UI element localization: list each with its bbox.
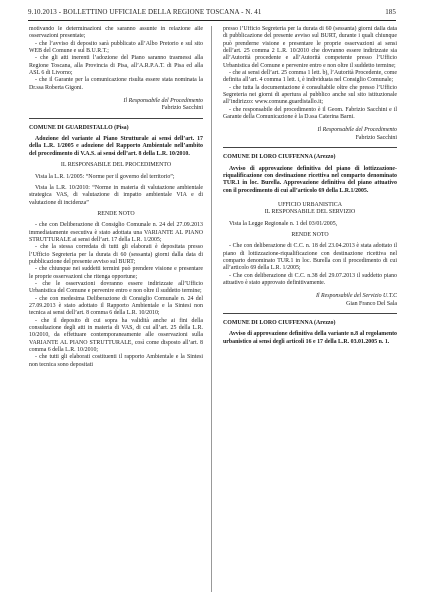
signature-name: Fabrizio Sacchini [161,105,203,112]
notice-title: Avviso di approvazione definitiva del piano di lottizzazione-riqualificazione con destinazione ricettiva nel comparto denominato TUR.1 in loc. Burella. Approvazione definitiva del piano attuativo con il procedimento di cui all’articolo 69 della L.R.1/2005. [223,165,397,194]
paragraph: Vista la L.R. 1/2005: “Norme per il governo del territorio”; [35,173,175,180]
section-divider [223,147,397,148]
paragraph: motivando le determinazioni che saranno assunte in relazione alle osservazioni presentate; [29,26,203,40]
paragraph: - che il deposito di cui sopra ha validità anche ai fini della consultazione degli atti in materia di VAS, di cui all’art. 25 della L.R. 10/2010, da effettuare contemporaneamente alle osservazioni sulla VARIANTE AL PIANO STRUTTURALE, così come disposto all’art. 8 comma 6 della L.R. 10/2010; [29,317,203,354]
paragraph: - che ai sensi dell’art. 25 comma 1 lett. b), l’Autorità Procedente, come definita all’art. 4 comma 1 lett. i, è individuata nel Consiglio Comunale; [223,70,397,84]
signature-block [29,98,203,113]
paragraph: - che chiunque nei suddetti termini può prendere visione e presentare le proprie osservazioni che ritenga opportune; [29,266,203,280]
paragraph: Vista la L.R. 10/2010: “Norme in materia di valutazione ambientale strategica VAS, di valutazione di impatto ambientale VIA e di valutazione di incidenza” [29,184,203,206]
comune-title: COMUNE DI GUARDISTALLO (Pisa) [29,124,129,131]
comune-title: COMUNE DI LORO CIUFFENNA (Arezzo) [223,320,336,326]
page-number: 185 [385,8,396,16]
right-column [223,26,397,594]
paragraph: - che la stessa corredata di tutti gli elaborati è depositata presso l’Ufficio Segreteria per la durata di 60 (sessanta) giorni dalla data di pubblicazione del presente avviso sul BURT; [29,244,203,265]
signature-name: Fabrizio Sacchini [355,134,397,141]
page-header [28,6,396,18]
signature-role: Il Responsabile del Servizio U.T.C [315,293,397,300]
signature-block [223,127,397,142]
signature-block [223,293,397,308]
paragraph: - Che con deliberazione di C.C. n. 18 del 23.04.2013 è stata adottato il piano di lottizzazione-riqualificazione con destinazione ricettiva nel comparto denominato TUR.1 in loc. Burella con il procedimento di cui all’articolo 69 della L.R. 1/2005; [223,243,397,272]
paragraph: - che l’avviso di deposito sarà pubblicato all’Albo Pretorio e sul sito WEB del Comune e sul B.U.R.T.; [29,40,203,55]
paragraph: - che gli atti inerenti l’adozione del Piano saranno trasmessi alla Regione Toscana, alla Provincia di Pisa, all’A.R.P.A.T. di Pisa ed alla ASL 6 di Livorno; [29,55,203,77]
header-rule [28,20,396,21]
paragraph: - che con Deliberazione di Consiglio Comunale n. 24 del 27.09.2013 immediatamente esecutiva è stato adottata una VARIANTE AL PIANO STRUTTURALE ai sensi dell’art. 17 della L.R. 1/2005; [29,222,203,243]
signature-role: Il Responsabile del Procedimento [317,127,397,134]
paragraph: - che il Garante per la comunicazione risulta essere stata nominata la Dr.ssa Roberta Gigoni. [29,77,203,91]
left-column [29,26,203,594]
notice-title: Avviso di approvazione definitiva della variante n.8 al regolamento urbanistico ai sensi degli articoli 16 e 17 della L.R. 03.01.2005 n. 1. [223,331,397,345]
column-divider [211,26,212,592]
section-divider [223,313,397,314]
paragraph: - Che con deliberazione di C.C. n.38 del 29.07.2013 il suddetto piano attuativo è stato approvato definitivamente. [223,272,397,286]
rende-noto-heading: RENDE NOTO [291,231,329,238]
paragraph: - che tutta la documentazione è consultabile oltre che presso l’Ufficio Segreteria nei giorni di apertura al pubblico anche sul sito istituzionale all’indirizzo: www.comune.guardistallo.it; [223,84,397,106]
signature-name: Gian Franco Del Sala [346,300,397,307]
role-heading: IL RESPONSABILE DEL PROCEDIMENTO [60,162,172,169]
paragraph: - che tutti gli elaborati costituenti il rapporto Ambientale e la Sintesi non tecnica sono depositati [29,354,203,368]
notice-title: Adozione del variante al Piano Strutturale ai sensi dell’art. 17 della L.R. 1/2005 e adozione del Rapporto Ambientale nell’ambito del procedimento di V.A.S. ai sensi dell’art. 8 della L.R. 10/2010. [29,136,203,157]
paragraph: - che le osservazioni dovranno essere indirizzate all’Ufficio Urbanistica del Comune e pervenire entro e non oltre il suddetto termine; [29,280,203,295]
office-heading: UFFICIO URBANISTICA [278,201,342,208]
paragraph: presso l’Ufficio Segreteria per la durata di 60 (sessanta) giorni dalla data di pubblicazione del presente avviso sul BURT, durante i quali chiunque può prenderne visione e presentare le proprie osservazioni ai sensi dell’art. 25 comma 2 L.R. 10/2010 che dovranno essere indirizzate sia all’Autorità procedente e all’Autorità competente presso l’Ufficio Urbanistica del Comune e pervenire entro e non oltre il suddetto termine; [223,26,397,69]
signature-role: Il Responsabile del Procedimento [123,98,203,105]
paragraph: Vista la Legge Regionale n. 1 del 03/01/2005, [229,220,338,227]
header-title: 9.10.2013 - BOLLETTINO UFFICIALE DELLA REGIONE TOSCANA - N. 41 [28,8,262,16]
paragraph: - che con medesima Deliberazione di Consiglio Comunale n. 24 del 27.09.2013 è stato adottato il Rapporto Ambientale e la Sintesi non tecnica ai sensi dell’art. 8 comma 6 della L.R. 10/2010; [29,295,203,317]
paragraph: - che responsabile del procedimento è il Geom. Fabrizio Sacchini e il Garante della Comunicazione è la D.ssa Caterina Barni. [223,106,397,121]
section-divider [29,118,203,119]
service-heading: IL RESPONSABILE DEL SERVIZIO [264,209,356,216]
comune-title: COMUNE DI LORO CIUFFENNA (Arezzo) [223,154,336,161]
rende-noto-heading: RENDE NOTO [97,210,135,217]
